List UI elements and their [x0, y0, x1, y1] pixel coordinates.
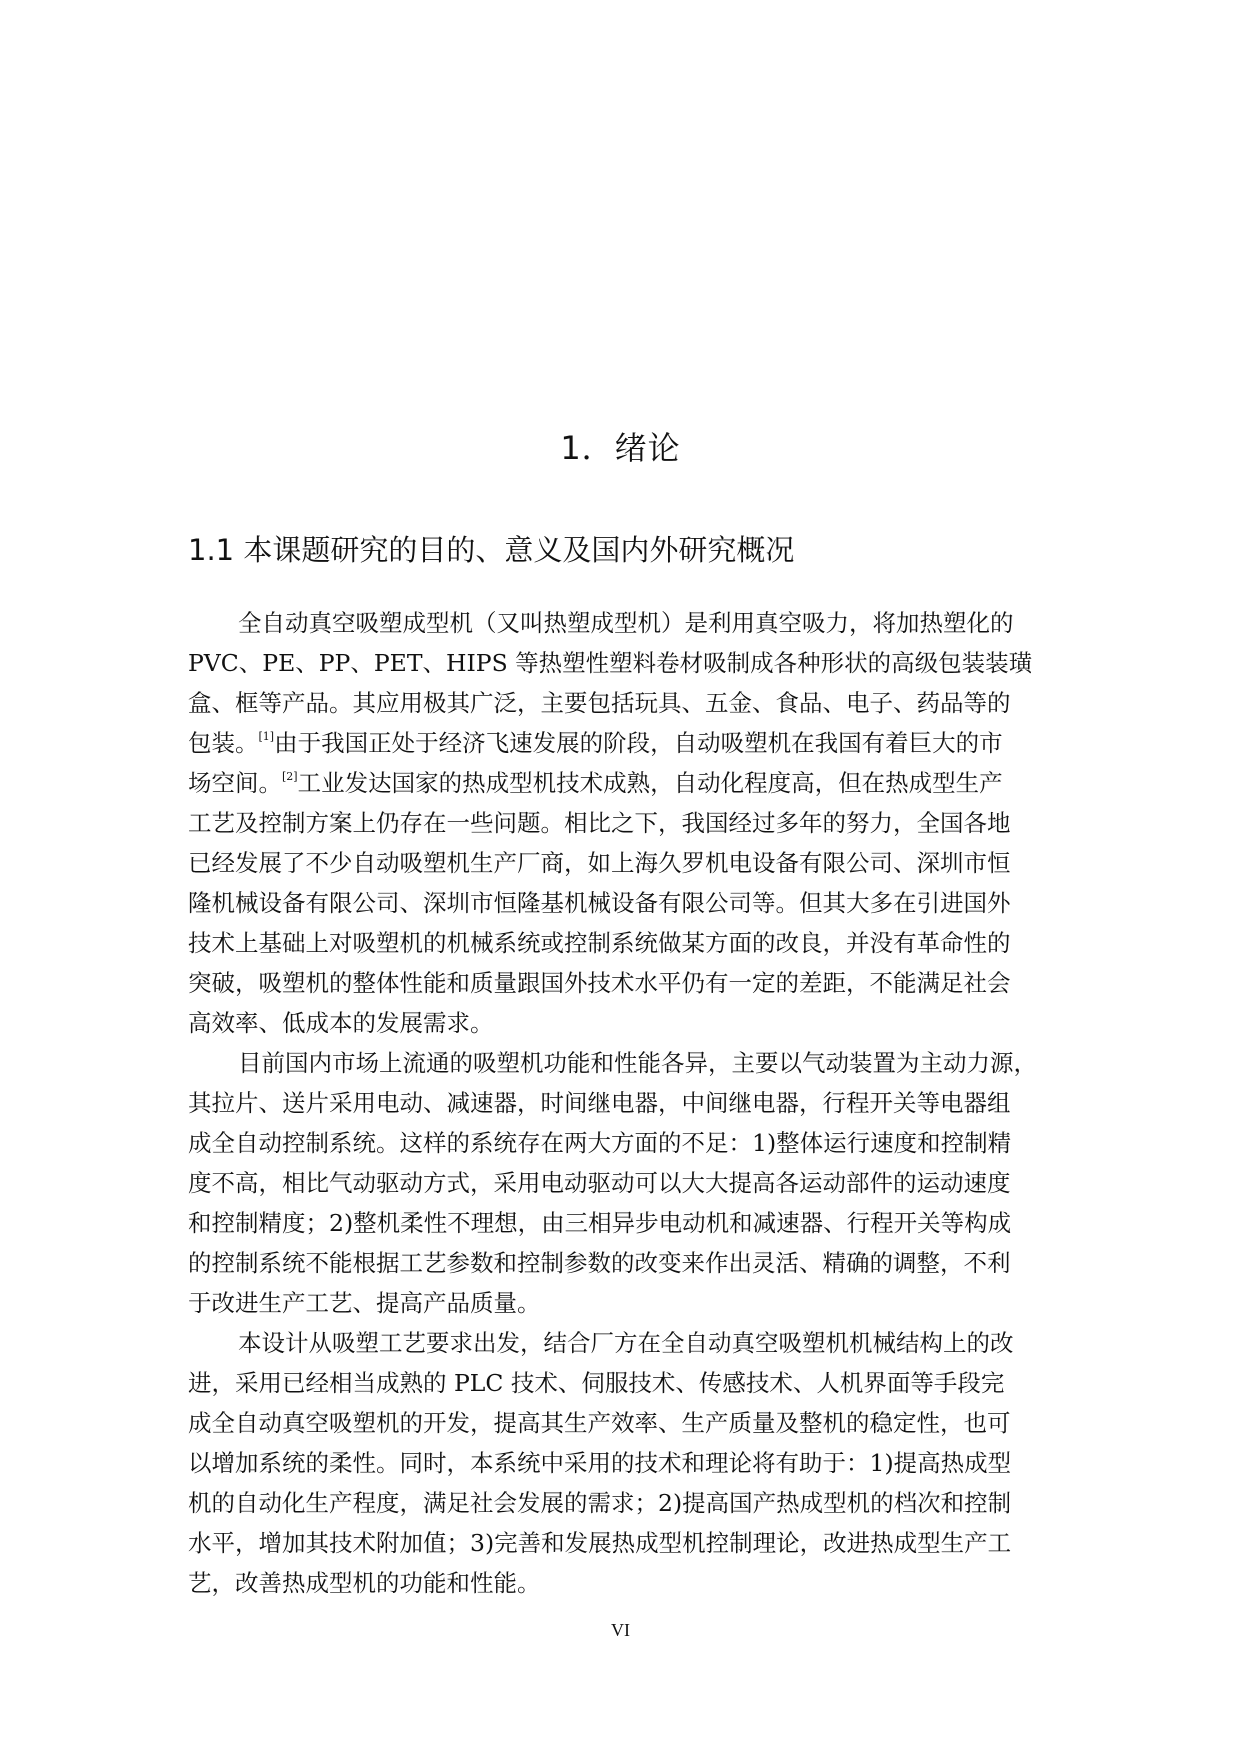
body-text — [188, 603, 1088, 1603]
paragraph-line: 水平，增加其技术附加值；3)完善和发展热成型机控制理论，改进热成型生产工 — [188, 1529, 1012, 1557]
paragraph-line: 艺，改善热成型机的功能和性能。 — [188, 1569, 541, 1597]
paragraph-line: 突破，吸塑机的整体性能和质量跟国外技术水平仍有一定的差距，不能满足社会 — [188, 969, 1011, 997]
paragraph-line: 于改进生产工艺、提高产品质量。 — [188, 1289, 541, 1317]
citation-marker: [2] — [282, 770, 298, 783]
line-text: 包装。 — [188, 729, 259, 757]
paragraph-line: 其拉片、送片采用电动、减速器，时间继电器，中间继电器，行程开关等电器组 — [188, 1089, 1011, 1117]
paragraph-line: 技术上基础上对吸塑机的机械系统或控制系统做某方面的改良，并没有革命性的 — [188, 929, 1011, 957]
paragraph-line: PVC、PE、PP、PET、HIPS 等热塑性塑料卷材吸制成各种形状的高级包装装璜 — [188, 649, 1033, 677]
paragraph-line: 度不高，相比气动驱动方式，采用电动驱动可以大大提高各运动部件的运动速度 — [188, 1169, 1011, 1197]
chapter-title: 1．绪论 — [560, 429, 681, 467]
paragraph-line — [188, 763, 1088, 803]
paragraph-line: 隆机械设备有限公司、深圳市恒隆基机械设备有限公司等。但其大多在引进国外 — [188, 889, 1011, 917]
paragraph-line: 的控制系统不能根据工艺参数和控制参数的改变来作出灵活、精确的调整，不利 — [188, 1249, 1011, 1277]
section-title: 1.1 本课题研究的目的、意义及国内外研究概况 — [188, 533, 795, 567]
paragraph-line: 高效率、低成本的发展需求。 — [188, 1009, 494, 1037]
paragraph-line: 进，采用已经相当成熟的 PLC 技术、伺服技术、传感技术、人机界面等手段完 — [188, 1369, 1005, 1397]
paragraph-line: 工艺及控制方案上仍存在一些问题。相比之下，我国经过多年的努力，全国各地 — [188, 809, 1011, 837]
paragraph-line: 已经发展了不少自动吸塑机生产厂商，如上海久罗机电设备有限公司、深圳市恒 — [188, 849, 1011, 877]
paragraph-line: 盒、框等产品。其应用极其广泛，主要包括玩具、五金、食品、电子、药品等的 — [188, 689, 1011, 717]
page-number: VI — [611, 1620, 630, 1640]
line-text: 场空间。 — [188, 769, 282, 797]
paragraph-line: 和控制精度；2)整机柔性不理想，由三相异步电动机和减速器、行程开关等构成 — [188, 1209, 1012, 1237]
paragraph-line: 全自动真空吸塑成型机（又叫热塑成型机）是利用真空吸力，将加热塑化的 — [238, 609, 1014, 637]
line-text: 工业发达国家的热成型机技术成熟，自动化程度高，但在热成型生产 — [297, 769, 1003, 797]
paragraph-line: 成全自动真空吸塑机的开发，提高其生产效率、生产质量及整机的稳定性，也可 — [188, 1409, 1011, 1437]
paragraph-line: 目前国内市场上流通的吸塑机功能和性能各异，主要以气动装置为主动力源， — [238, 1049, 1037, 1077]
paragraph-line: 机的自动化生产程度，满足社会发展的需求；2)提高国产热成型机的档次和控制 — [188, 1489, 1012, 1517]
paragraph-line: 本设计从吸塑工艺要求出发，结合厂方在全自动真空吸塑机机械结构上的改 — [238, 1329, 1014, 1357]
line-text: 由于我国正处于经济飞速发展的阶段，自动吸塑机在我国有着巨大的市 — [274, 729, 1003, 757]
paragraph-line: 以增加系统的柔性。同时，本系统中采用的技术和理论将有助于：1)提高热成型 — [188, 1449, 1012, 1477]
paragraph-line — [188, 723, 1088, 763]
paragraph-line: 成全自动控制系统。这样的系统存在两大方面的不足：1)整体运行速度和控制精 — [188, 1129, 1012, 1157]
citation-marker: [1] — [258, 730, 275, 743]
